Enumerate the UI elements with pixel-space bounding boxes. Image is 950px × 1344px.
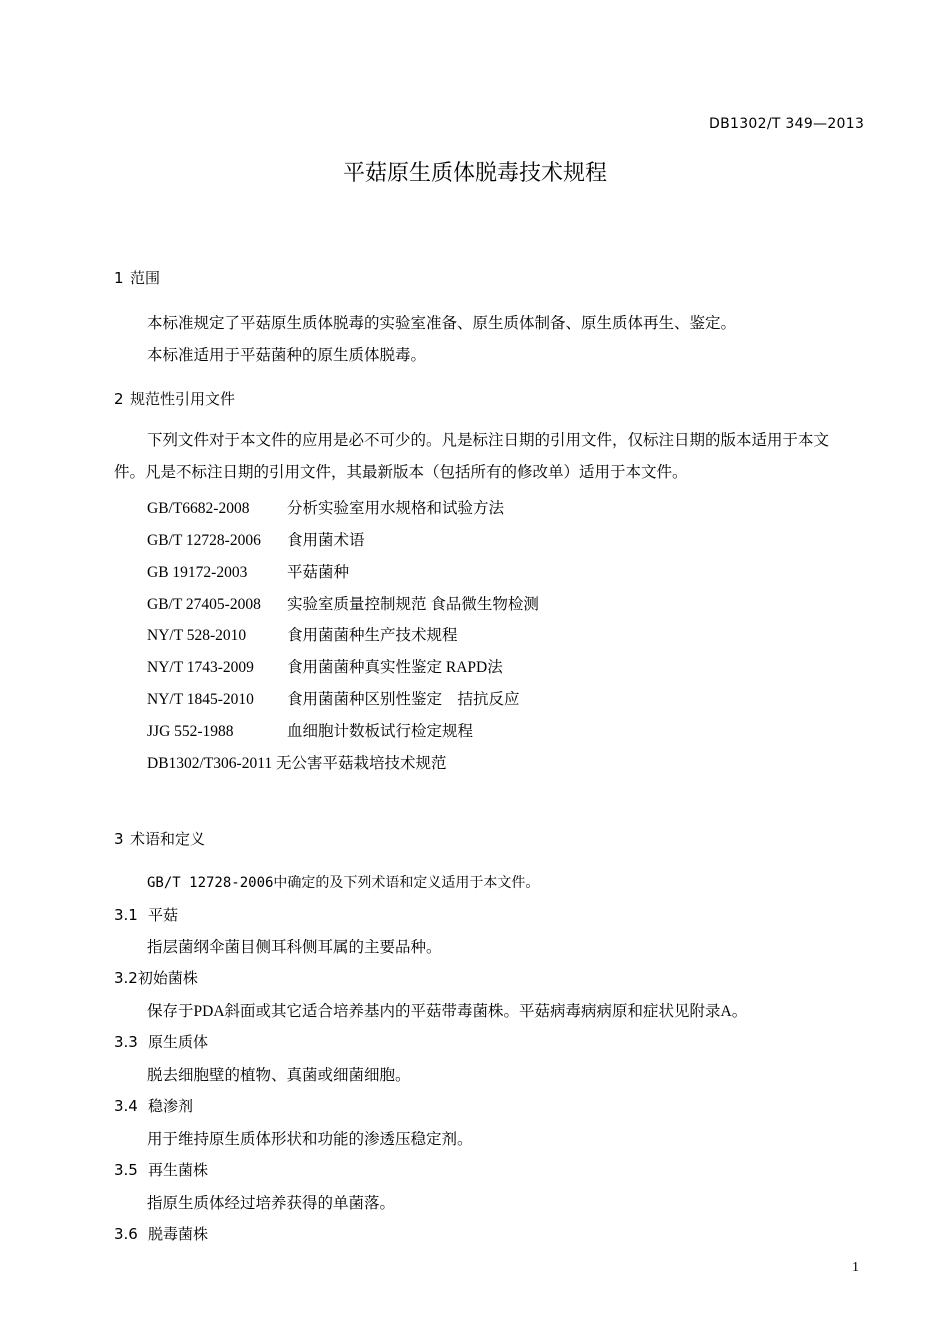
term-name: 再生菌株	[148, 1161, 209, 1179]
reference-title: 平菇菌种	[287, 564, 350, 581]
term-definition: 脱去细胞壁的植物、真菌或细菌细胞。	[147, 1067, 411, 1084]
section-heading	[114, 388, 235, 409]
page-number: 1	[852, 1260, 859, 1275]
reference-title: 无公害平菇栽培技术规范	[276, 755, 447, 772]
term-name: 脱毒菌株	[148, 1225, 209, 1243]
reference-item	[147, 560, 349, 582]
section-number: 3	[114, 830, 124, 848]
paragraph: 本标准适用于平菇菌种的原生质体脱毒。	[147, 347, 427, 364]
reference-item	[147, 528, 365, 550]
reference-title: 食用菌菌种真实性鉴定 RAPD法	[287, 659, 503, 676]
reference-code: GB/T 12728-2006	[147, 532, 261, 549]
term-heading	[114, 1159, 208, 1180]
section-title: 术语和定义	[130, 830, 206, 848]
reference-title: 实验室质量控制规范 食品微生物检测	[287, 596, 539, 613]
term-heading	[114, 904, 178, 925]
section-heading	[114, 267, 160, 288]
reference-title: 分析实验室用水规格和试验方法	[287, 500, 505, 517]
reference-item	[147, 655, 503, 677]
section-number: 1	[114, 269, 124, 287]
reference-title: 血细胞计数板试行检定规程	[287, 723, 474, 740]
reference-item	[147, 623, 458, 645]
reference-code: GB/T 27405-2008	[147, 596, 261, 613]
term-heading	[114, 1031, 208, 1052]
reference-code: NY/T 528-2010	[147, 627, 247, 644]
term-definition: 指层菌纲伞菌目侧耳科侧耳属的主要品种。	[147, 939, 442, 956]
reference-item	[147, 687, 520, 709]
term-name: 初始菌株	[137, 969, 198, 987]
reference-code: GB 19172-2003	[147, 564, 248, 581]
document-title: 平菇原生质体脱毒技术规程	[342, 161, 607, 186]
reference-title: 食用菌菌种生产技术规程	[287, 627, 458, 644]
term-number: 3.2	[114, 969, 138, 987]
term-number: 3.5	[114, 1161, 138, 1179]
term-number: 3.1	[114, 906, 138, 924]
reference-code: JJG 552-1988	[147, 723, 234, 740]
term-name: 原生质体	[148, 1033, 209, 1051]
paragraph: 本标准规定了平菇原生质体脱毒的实验室准备、原生质体制备、原生质体再生、鉴定。	[147, 315, 737, 332]
document-number: DB1302/T 349—2013	[709, 116, 865, 132]
term-heading	[114, 1223, 208, 1244]
section-heading	[114, 828, 205, 849]
term-name: 平菇	[148, 906, 179, 924]
section-number: 2	[114, 390, 124, 408]
reference-code: GB/T6682-2008	[147, 500, 250, 517]
term-heading	[114, 967, 198, 988]
term-number: 3.4	[114, 1097, 138, 1115]
reference-item	[147, 592, 539, 614]
term-definition: 用于维持原生质体形状和功能的渗透压稳定剂。	[147, 1131, 473, 1148]
term-number: 3.3	[114, 1033, 138, 1051]
reference-code: DB1302/T306-2011	[147, 755, 273, 772]
reference-code: NY/T 1845-2010	[147, 691, 254, 708]
term-heading	[114, 1095, 193, 1116]
reference-item	[147, 496, 504, 518]
term-number: 3.6	[114, 1225, 138, 1243]
reference-item	[147, 719, 473, 741]
reference-code: NY/T 1743-2009	[147, 659, 254, 676]
paragraph: GB/T 12728-2006中确定的及下列术语和定义适用于本文件。	[147, 875, 540, 891]
term-name: 稳渗剂	[148, 1097, 194, 1115]
paragraph: 下列文件对于本文件的应用是必不可少的。凡是标注日期的引用文件，仅标注日期的版本适用于本文件。凡是不标注日期的引用文件，其最新版本（包括所有的修改单）适用于本文件。	[114, 432, 830, 481]
section-title: 范围	[130, 269, 161, 287]
section-title: 规范性引用文件	[130, 390, 236, 408]
reference-title: 食用菌菌种区别性鉴定 拮抗反应	[287, 691, 520, 708]
reference-item	[147, 751, 447, 773]
term-definition: 指原生质体经过培养获得的单菌落。	[147, 1195, 396, 1212]
reference-title: 食用菌术语	[287, 532, 365, 549]
term-definition: 保存于PDA斜面或其它适合培养基内的平菇带毒菌株。平菇病毒病病原和症状见附录A。	[147, 1003, 748, 1020]
